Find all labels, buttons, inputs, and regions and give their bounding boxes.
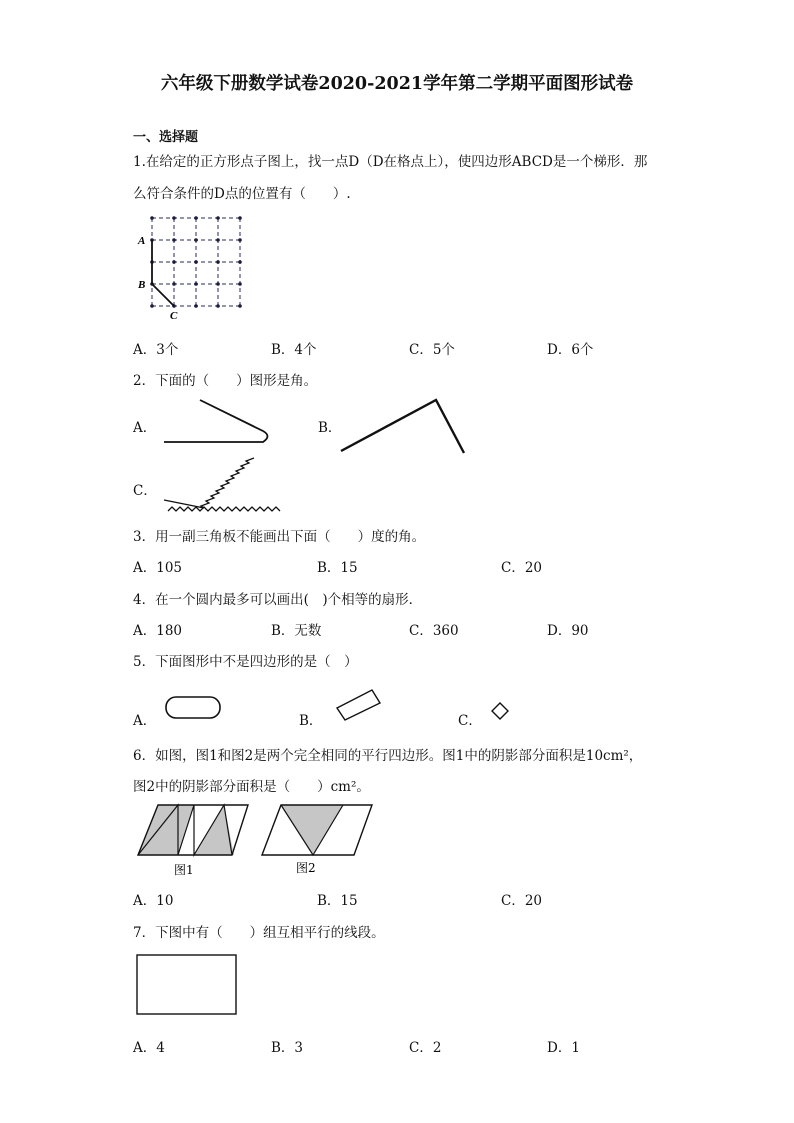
q1-option-d[interactable]: D．6个 bbox=[547, 342, 594, 358]
q4-option-b[interactable]: B．无数 bbox=[271, 623, 322, 639]
q5-label-a[interactable]: A． bbox=[133, 713, 157, 729]
q4-option-a[interactable]: A．180 bbox=[133, 623, 183, 639]
q4-text: 4．在一个圆内最多可以画出( )个相等的扇形． bbox=[133, 592, 423, 608]
q6-option-c[interactable]: C．20 bbox=[501, 893, 543, 909]
q2-figure-b bbox=[338, 395, 473, 457]
q7-option-a[interactable]: A．4 bbox=[133, 1040, 165, 1056]
q2-label-a[interactable]: A． bbox=[133, 420, 157, 436]
q2-label-c[interactable]: C． bbox=[133, 483, 157, 499]
point-b-label: B bbox=[138, 279, 146, 291]
q7-text: 7．下图中有（ ）组互相平行的线段。 bbox=[133, 925, 385, 941]
q5-label-c[interactable]: C． bbox=[458, 713, 482, 729]
q6-option-a[interactable]: A．10 bbox=[133, 893, 174, 909]
q3-option-c[interactable]: C．20 bbox=[501, 560, 543, 576]
figure-2-label: 图2 bbox=[296, 861, 316, 875]
q2-figure-a bbox=[160, 395, 280, 450]
q6-figure-2 bbox=[258, 802, 378, 882]
q1-text-line2: 么符合条件的D点的位置有（ ）. bbox=[133, 186, 351, 202]
q5-figure-a-rounded bbox=[164, 694, 224, 722]
q1-text-line1: 1.在给定的正方形点子图上，找一点D（D在格点上），使四边形ABCD是一个梯形．那 bbox=[133, 154, 648, 170]
q3-text: 3．用一副三角板不能画出下面（ ）度的角。 bbox=[133, 529, 426, 545]
q2-text: 2．下面的（ ）图形是角。 bbox=[133, 373, 318, 389]
q2-figure-c bbox=[158, 455, 286, 515]
q1-option-b[interactable]: B．4个 bbox=[271, 342, 317, 358]
page-title: 六年级下册数学试卷2020-2021学年第二学期平面图形试卷 bbox=[160, 74, 634, 94]
q6-option-b[interactable]: B．15 bbox=[317, 893, 358, 909]
q6-text-line1: 6．如图，图1和图2是两个完全相同的平行四边形。图1中的阴影部分面积是10cm²， bbox=[133, 748, 643, 764]
q7-option-d[interactable]: D．1 bbox=[547, 1040, 580, 1056]
q7-option-b[interactable]: B．3 bbox=[271, 1040, 304, 1056]
q7-rectangle-figure bbox=[135, 953, 239, 1017]
point-c-label: C bbox=[170, 310, 178, 322]
section-heading: 一、选择题 bbox=[133, 130, 199, 145]
q5-figure-c-rhombus bbox=[488, 700, 512, 724]
q3-option-b[interactable]: B．15 bbox=[317, 560, 358, 576]
q7-option-c[interactable]: C．2 bbox=[409, 1040, 442, 1056]
q6-figure-1 bbox=[134, 802, 254, 882]
q1-dot-grid bbox=[134, 210, 254, 325]
q5-text: 5．下面图形中不是四边形的是（ ） bbox=[133, 654, 358, 670]
q1-option-c[interactable]: C．5个 bbox=[409, 342, 455, 358]
point-a-label: A bbox=[138, 235, 146, 247]
q4-option-d[interactable]: D．90 bbox=[547, 623, 589, 639]
q2-label-b[interactable]: B． bbox=[318, 420, 342, 436]
q3-option-a[interactable]: A．105 bbox=[133, 560, 183, 576]
q5-label-b[interactable]: B． bbox=[299, 713, 323, 729]
q6-text-line2: 图2中的阴影部分面积是（ ）cm²。 bbox=[133, 779, 370, 795]
q5-figure-b-rectangle bbox=[333, 684, 385, 724]
q1-option-a[interactable]: A．3个 bbox=[133, 342, 179, 358]
figure-1-label: 图1 bbox=[174, 863, 194, 877]
q4-option-c[interactable]: C．360 bbox=[409, 623, 459, 639]
